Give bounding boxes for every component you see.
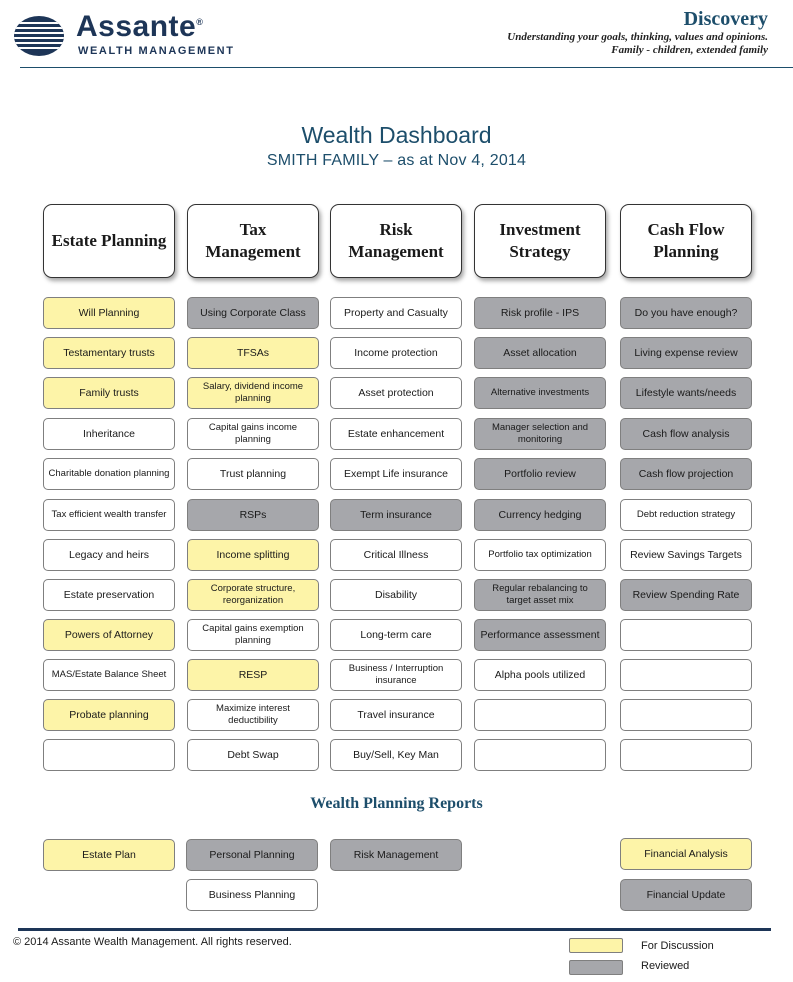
dashboard-cell: Do you have enough?	[620, 297, 752, 329]
column-header-risk-management: Risk Management	[330, 204, 462, 278]
dashboard-cell: Portfolio tax optimization	[474, 539, 606, 571]
report-cell: Financial Update	[620, 879, 752, 911]
dashboard-subtitle: SMITH FAMILY – as at Nov 4, 2014	[266, 152, 527, 169]
legend-label-discussion: For Discussion	[641, 940, 714, 952]
dashboard-cell: Powers of Attorney	[43, 619, 175, 651]
brand-name: Assante®	[76, 10, 204, 43]
dashboard-cell: Business / Interruption insurance	[330, 659, 462, 691]
dashboard-cell: Performance assessment	[474, 619, 606, 651]
dashboard-cell: Portfolio review	[474, 458, 606, 490]
dashboard-cell	[620, 659, 752, 691]
dashboard-cell: Critical Illness	[330, 539, 462, 571]
report-cell: Estate Plan	[43, 839, 175, 871]
dashboard-cell: Corporate structure, reorganization	[187, 579, 319, 611]
dashboard-cell: RSPs	[187, 499, 319, 531]
report-cell: Financial Analysis	[620, 838, 752, 870]
dashboard-cell: Using Corporate Class	[187, 297, 319, 329]
dashboard-cell: Asset allocation	[474, 337, 606, 369]
dashboard-cell: MAS/Estate Balance Sheet	[43, 659, 175, 691]
dashboard-cell: Will Planning	[43, 297, 175, 329]
discovery-line-2: Family - children, extended family	[611, 44, 768, 56]
dashboard-cell: Estate preservation	[43, 579, 175, 611]
column-header-tax-management: Tax Management	[187, 204, 319, 278]
dashboard-cell: Risk profile - IPS	[474, 297, 606, 329]
report-cell: Business Planning	[186, 879, 318, 911]
dashboard-cell: Salary, dividend income planning	[187, 377, 319, 409]
dashboard-cell: Trust planning	[187, 458, 319, 490]
dashboard-cell: Capital gains income planning	[187, 418, 319, 450]
dashboard-cell: Exempt Life insurance	[330, 458, 462, 490]
copyright: © 2014 Assante Wealth Management. All rights reserved.	[13, 936, 292, 948]
legend-label-reviewed: Reviewed	[641, 960, 690, 972]
dashboard-cell: Living expense review	[620, 337, 752, 369]
globe-icon	[14, 16, 64, 56]
dashboard-cell: Disability	[330, 579, 462, 611]
report-cell: Risk Management	[330, 839, 462, 871]
dashboard-cell	[43, 739, 175, 771]
dashboard-cell	[474, 699, 606, 731]
dashboard-cell: Charitable donation planning	[43, 458, 175, 490]
dashboard-cell: Income splitting	[187, 539, 319, 571]
dashboard-cell	[620, 699, 752, 731]
header-divider	[20, 67, 793, 68]
discovery-line-1: Understanding your goals, thinking, values and opinions.	[507, 31, 768, 43]
dashboard-cell: Review Savings Targets	[620, 539, 752, 571]
dashboard-cell: Regular rebalancing to target asset mix	[474, 579, 606, 611]
column-header-cash-flow-planning: Cash Flow Planning	[620, 204, 752, 278]
dashboard-cell: Capital gains exemption planning	[187, 619, 319, 651]
dashboard-cell: Debt Swap	[187, 739, 319, 771]
dashboard-cell: Term insurance	[330, 499, 462, 531]
dashboard-cell: Alternative investments	[474, 377, 606, 409]
dashboard-cell: Tax efficient wealth transfer	[43, 499, 175, 531]
dashboard-cell: Legacy and heirs	[43, 539, 175, 571]
dashboard-cell: Cash flow analysis	[620, 418, 752, 450]
dashboard-cell: Testamentary trusts	[43, 337, 175, 369]
legend-swatch-reviewed	[569, 960, 623, 975]
dashboard-cell: Travel insurance	[330, 699, 462, 731]
dashboard-cell: Income protection	[330, 337, 462, 369]
dashboard-cell: Family trusts	[43, 377, 175, 409]
dashboard-cell	[474, 739, 606, 771]
column-header-estate-planning: Estate Planning	[43, 204, 175, 278]
discovery-header	[507, 8, 768, 57]
dashboard-cell: Buy/Sell, Key Man	[330, 739, 462, 771]
dashboard-cell	[620, 739, 752, 771]
dashboard-cell: Inheritance	[43, 418, 175, 450]
dashboard-cell: Alpha pools utilized	[474, 659, 606, 691]
dashboard-cell: Manager selection and monitoring	[474, 418, 606, 450]
dashboard-cell: Property and Casualty	[330, 297, 462, 329]
dashboard-cell: Lifestyle wants/needs	[620, 377, 752, 409]
report-cell: Personal Planning	[186, 839, 318, 871]
dashboard-cell: Review Spending Rate	[620, 579, 752, 611]
dashboard-cell: Cash flow projection	[620, 458, 752, 490]
dashboard-title: Wealth Dashboard	[301, 122, 492, 148]
reports-title: Wealth Planning Reports	[310, 795, 483, 812]
dashboard-cell	[620, 619, 752, 651]
dashboard-cell: Long-term care	[330, 619, 462, 651]
assante-logo	[14, 10, 254, 58]
discovery-title: Discovery	[683, 8, 768, 30]
footer-divider	[18, 928, 771, 931]
dashboard-cell: RESP	[187, 659, 319, 691]
dashboard-cell: Debt reduction strategy	[620, 499, 752, 531]
dashboard-cell: Maximize interest deductibility	[187, 699, 319, 731]
dashboard-cell: Probate planning	[43, 699, 175, 731]
dashboard-cell: TFSAs	[187, 337, 319, 369]
dashboard-cell: Estate enhancement	[330, 418, 462, 450]
column-header-investment-strategy: Investment Strategy	[474, 204, 606, 278]
legend-swatch-discussion	[569, 938, 623, 953]
dashboard-cell: Asset protection	[330, 377, 462, 409]
brand-tagline: WEALTH MANAGEMENT	[78, 45, 235, 57]
dashboard-cell: Currency hedging	[474, 499, 606, 531]
